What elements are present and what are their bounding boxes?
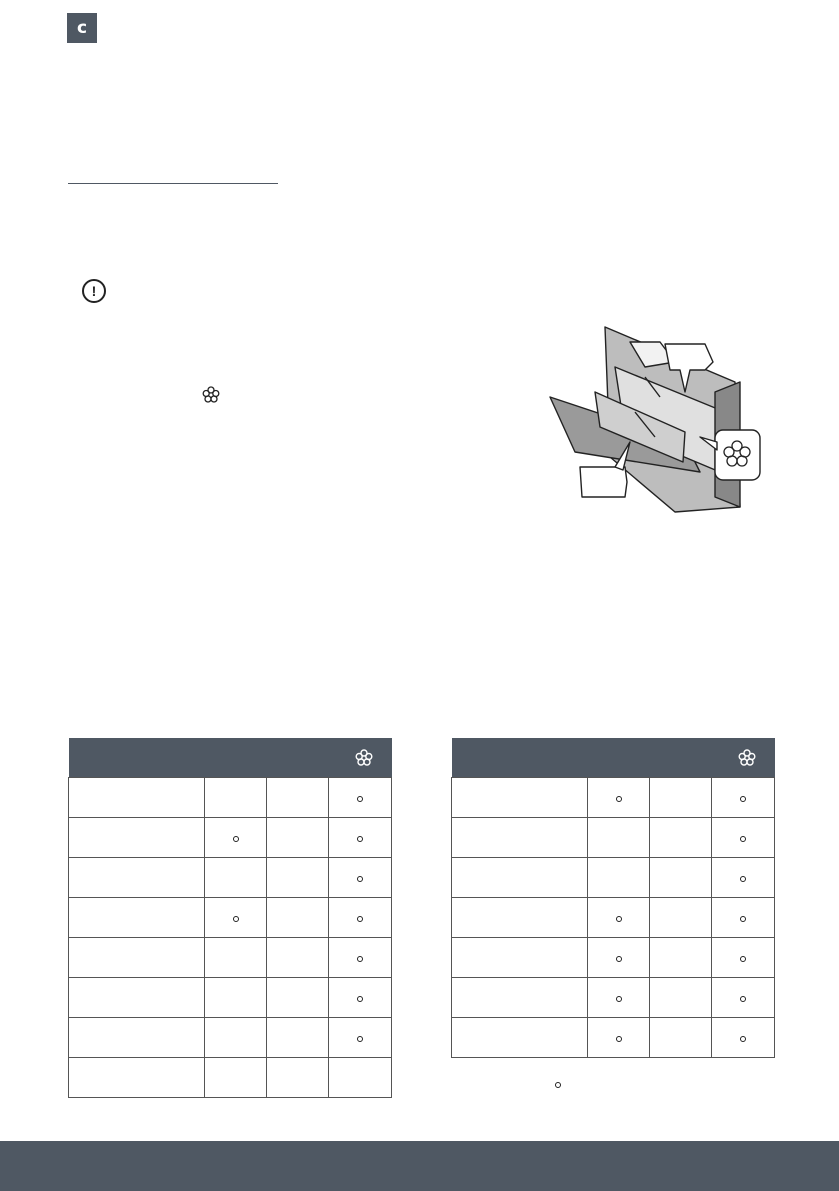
row-label-cell	[69, 898, 205, 938]
table-row	[452, 778, 775, 818]
table-row	[452, 898, 775, 938]
row-label-cell	[452, 858, 588, 898]
mark-cell	[588, 858, 650, 898]
mark-cell	[650, 978, 712, 1018]
mark-cell	[712, 818, 775, 858]
compatibility-table-right	[451, 738, 775, 1058]
softener-flower-icon	[201, 385, 221, 405]
table-row	[452, 978, 775, 1018]
table-row	[69, 978, 392, 1018]
circle-mark-icon	[616, 1036, 622, 1042]
row-label-cell	[69, 1018, 205, 1058]
mark-cell	[205, 978, 267, 1018]
circle-mark-icon	[740, 996, 746, 1002]
mark-cell	[205, 818, 267, 858]
mark-cell	[267, 858, 329, 898]
mark-cell	[329, 858, 392, 898]
table-row	[69, 898, 392, 938]
circle-mark-icon	[357, 996, 363, 1002]
mark-cell	[588, 938, 650, 978]
row-label-cell	[69, 818, 205, 858]
mark-cell	[712, 858, 775, 898]
mark-cell	[650, 938, 712, 978]
table-header	[69, 738, 392, 778]
mark-cell	[267, 1018, 329, 1058]
mark-cell	[205, 858, 267, 898]
warning-symbol: !	[91, 283, 97, 299]
circle-mark-icon	[616, 956, 622, 962]
mark-cell	[205, 898, 267, 938]
mark-cell	[267, 818, 329, 858]
circle-mark-icon	[233, 836, 239, 842]
mark-cell	[329, 1018, 392, 1058]
mark-cell	[588, 898, 650, 938]
row-label-cell	[69, 858, 205, 898]
flower-icon	[354, 748, 374, 768]
row-label-cell	[69, 938, 205, 978]
circle-mark-icon	[357, 836, 363, 842]
brand-logo-letter: c	[76, 18, 88, 38]
row-label-cell	[452, 938, 588, 978]
footer-band	[0, 1141, 839, 1191]
mark-cell	[329, 1058, 392, 1098]
table-row	[69, 1018, 392, 1058]
mark-cell	[650, 898, 712, 938]
mark-cell	[588, 978, 650, 1018]
mark-cell	[712, 898, 775, 938]
mark-cell	[205, 778, 267, 818]
mark-cell	[588, 778, 650, 818]
circle-mark-icon	[357, 1036, 363, 1042]
circle-mark-icon	[233, 916, 239, 922]
circle-mark-icon	[740, 876, 746, 882]
mark-cell	[712, 778, 775, 818]
table-row	[69, 778, 392, 818]
section-divider	[68, 183, 278, 184]
mark-cell	[205, 1018, 267, 1058]
mark-cell	[588, 1018, 650, 1058]
row-label-cell	[452, 818, 588, 858]
mark-cell	[267, 1058, 329, 1098]
mark-cell	[650, 818, 712, 858]
mark-cell	[329, 898, 392, 938]
mark-cell	[650, 778, 712, 818]
mark-cell	[267, 978, 329, 1018]
table-header	[452, 738, 775, 778]
row-label-cell	[452, 1018, 588, 1058]
row-label-cell	[452, 978, 588, 1018]
mark-cell	[712, 978, 775, 1018]
circle-mark-icon	[740, 796, 746, 802]
brand-logo	[67, 13, 97, 43]
circle-mark-icon	[357, 796, 363, 802]
table-row	[452, 818, 775, 858]
mark-cell	[205, 938, 267, 978]
circle-mark-icon	[357, 876, 363, 882]
circle-mark-icon	[616, 996, 622, 1002]
table-row	[452, 1018, 775, 1058]
table-row	[69, 1058, 392, 1098]
table-header-row	[452, 738, 775, 778]
legend-circle-mark-icon	[555, 1082, 561, 1088]
row-label-cell	[452, 778, 588, 818]
circle-mark-icon	[357, 956, 363, 962]
table-row	[69, 818, 392, 858]
circle-mark-icon	[357, 916, 363, 922]
row-label-cell	[69, 1058, 205, 1098]
circle-mark-icon	[616, 796, 622, 802]
mark-cell	[712, 938, 775, 978]
row-label-cell	[69, 978, 205, 1018]
compatibility-table-left	[68, 738, 392, 1098]
row-label-cell	[69, 778, 205, 818]
circle-mark-icon	[616, 916, 622, 922]
mark-cell	[588, 818, 650, 858]
mark-cell	[650, 858, 712, 898]
mark-cell	[205, 1058, 267, 1098]
mark-cell	[712, 1018, 775, 1058]
mark-cell	[267, 938, 329, 978]
row-label-cell	[452, 898, 588, 938]
mark-cell	[329, 938, 392, 978]
table-row	[452, 858, 775, 898]
mark-cell	[329, 818, 392, 858]
mark-cell	[650, 1018, 712, 1058]
circle-mark-icon	[740, 916, 746, 922]
table-row	[452, 938, 775, 978]
flower-icon	[737, 748, 757, 768]
table-row	[69, 938, 392, 978]
table-header-row	[69, 738, 392, 778]
detergent-drawer-illustration	[535, 322, 775, 522]
table-row	[69, 858, 392, 898]
mark-cell	[329, 778, 392, 818]
circle-mark-icon	[740, 956, 746, 962]
circle-mark-icon	[740, 1036, 746, 1042]
mark-cell	[267, 778, 329, 818]
mark-cell	[267, 898, 329, 938]
circle-mark-icon	[740, 836, 746, 842]
warning-icon	[82, 279, 106, 303]
mark-cell	[329, 978, 392, 1018]
